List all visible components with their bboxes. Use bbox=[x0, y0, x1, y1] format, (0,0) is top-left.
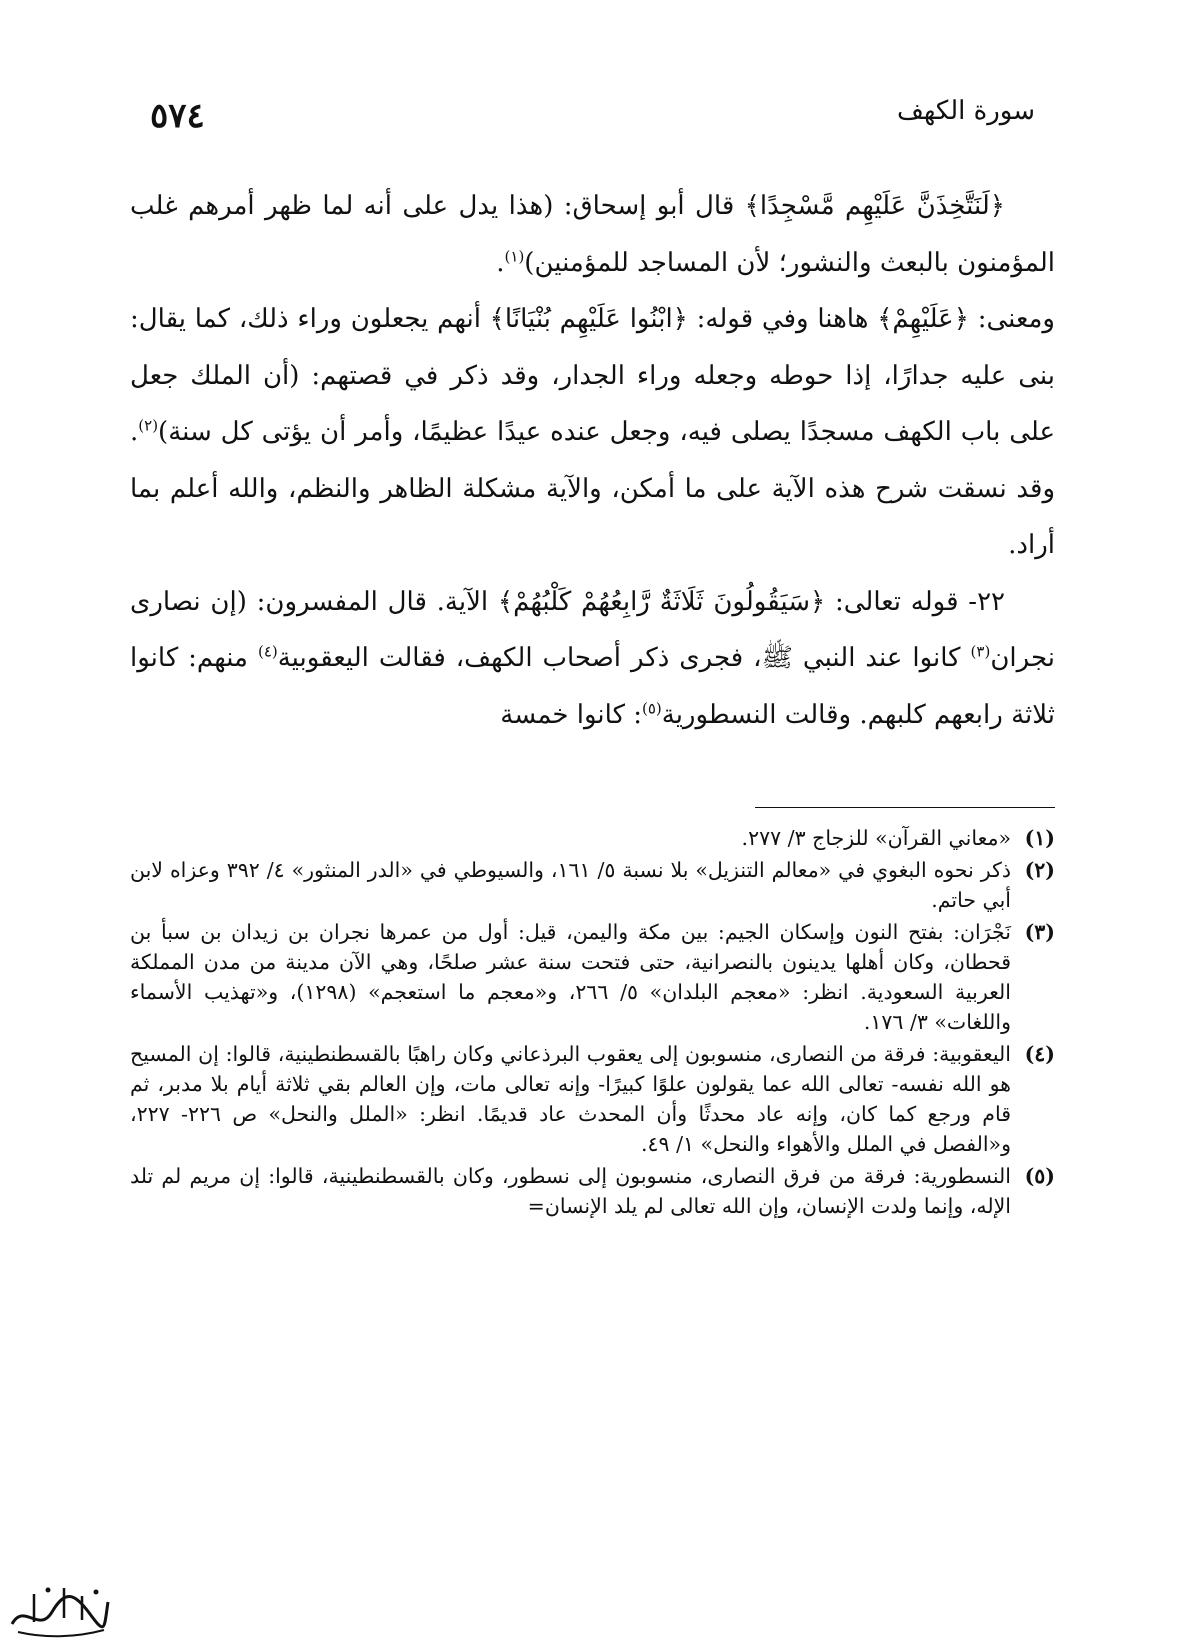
paragraph-1-end: . bbox=[496, 247, 505, 278]
footnotes bbox=[130, 823, 1055, 1223]
footnote-number: (٤) bbox=[1024, 1042, 1055, 1066]
paragraph-3-text-d: : كانوا خمسة bbox=[500, 699, 642, 730]
footnote-ref-1[interactable]: (١) bbox=[504, 246, 525, 265]
paragraph-2 bbox=[130, 291, 1055, 574]
footnote-divider bbox=[755, 807, 1055, 808]
footnote-3 bbox=[130, 917, 1055, 1037]
paragraph-1 bbox=[130, 178, 1055, 291]
footnote-number: (١) bbox=[1024, 826, 1055, 850]
page-header bbox=[150, 96, 1035, 146]
paragraph-3-text-b: كانوا عند النبي ﷺ، فجرى ذكر أصحاب الكهف، فقالت اليعقوبية bbox=[277, 643, 971, 673]
page-number: ٥٧٤ bbox=[150, 96, 205, 136]
paragraph-3-text-a: ٢٢- قوله تعالى: ﴿سَيَقُولُونَ ثَلَاثَةٌ رَّابِعُهُمْ كَلْبُهُمْ﴾ الآية. قال المفسرون: (إن نصارى نجران bbox=[130, 586, 1055, 673]
footnote-text: «معاني القرآن» للزجاج ٣/ ٢٧٧. bbox=[741, 826, 1011, 850]
footnote-1 bbox=[130, 823, 1055, 853]
footnote-2 bbox=[130, 855, 1055, 915]
footnote-text: النسطورية: فرقة من فرق النصارى، منسوبون إلى نسطور، وكان بالقسطنطينية، قالوا: إن مريم لم تلد الإله، وإنما ولدت الإنسان، وإن الله تعالى لم يلد الإنسان= bbox=[130, 1164, 1011, 1218]
footnote-ref-2[interactable]: (٢) bbox=[138, 416, 159, 435]
paragraph-2-text: ومعنى: ﴿عَلَيْهِمْ﴾ هاهنا وفي قوله: ﴿ابْنُوا عَلَيْهِم بُنْيَانًا﴾ أنهم يجعلون وراء ذلك، كما يقال: بنى عليه جدارًا، إذا حوطه وجعله وراء الجدار، وقد ذكر في قصتهم: (أن الملك جعل على باب الكهف مسجدًا يصلى فيه، وجعل عنده عيدًا عظيمًا، وأمر أن يؤتى كل سنة) bbox=[130, 304, 1055, 447]
paragraph-2-end: . وقد نسقت شرح هذه الآية على ما أمكن، والآية مشكلة الظاهر والنظم، والله أعلم بما أراد. bbox=[130, 417, 1055, 560]
footnote-text: اليعقوبية: فرقة من النصارى، منسوبون إلى يعقوب البرذعاني وكان راهبًا بالقسطنطينية، قالوا: إن المسيح هو الله نفسه- تعالى الله عما يقولون علوًا كبيرًا- وإنه تعالى مات، وإن العالم بقي ثلاثة أيام بلا مدبر، ثم قام ورجع كما كان، وإنه عاد محدثًا وأن المحدث عاد قديمًا. انظر: «الملل والنحل» ص ٢٢٦- ٢٢٧، و«الفصل في الملل والأهواء والنحل» ١/ ٤٩. bbox=[130, 1042, 1012, 1156]
footnote-5 bbox=[130, 1161, 1055, 1221]
footnote-ref-4[interactable]: (٤) bbox=[257, 642, 278, 661]
footnote-number: (٣) bbox=[1024, 920, 1055, 944]
footnote-text: ذكر نحوه البغوي في «معالم التنزيل» بلا نسبة ٥/ ١٦١، والسيوطي في «الدر المنثور» ٤/ ٣٩٢ وعزاه لابن أبي حاتم. bbox=[130, 858, 1011, 912]
footnote-number: (٢) bbox=[1024, 858, 1055, 882]
main-text bbox=[130, 178, 1055, 743]
paragraph-3 bbox=[130, 574, 1055, 744]
paragraph-3-text-c: منهم: كانوا ثلاثة رابعهم كلبهم. وقالت النسطورية bbox=[130, 643, 1055, 730]
footnote-4 bbox=[130, 1039, 1055, 1159]
footnote-ref-3[interactable]: (٣) bbox=[970, 642, 991, 661]
paragraph-1-text: ﴿لَنَتَّخِذَنَّ عَلَيْهِم مَّسْجِدًا﴾ قال أبو إسحاق: (هذا يدل على أنه لما ظهر أمرهم غلب المؤمنون بالبعث والنشور؛ لأن المساجد للمؤمنين) bbox=[130, 191, 1055, 278]
footnote-text: نَجْرَان: بفتح النون وإسكان الجيم: بين مكة واليمن، قيل: أول من عمرها نجران بن زيدان بن سبأ بن قحطان، وكان أهلها يدينون بالنصرانية، حتى فتحت سنة عشر صلحًا، وهي الآن مدينة من مدن المملكة العربية السعودية. انظر: «معجم البلدان» ٥/ ٢٦٦، و«معجم ما استعجم» (١٢٩٨)، و«تهذيب الأسماء واللغات» ٣/ ١٧٦. bbox=[130, 920, 1011, 1034]
footnote-ref-5[interactable]: (٥) bbox=[641, 698, 662, 717]
footnote-number: (٥) bbox=[1024, 1164, 1055, 1188]
calligraphy-logo-icon bbox=[4, 1572, 114, 1642]
surah-title: سورة الكهف bbox=[896, 96, 1035, 126]
